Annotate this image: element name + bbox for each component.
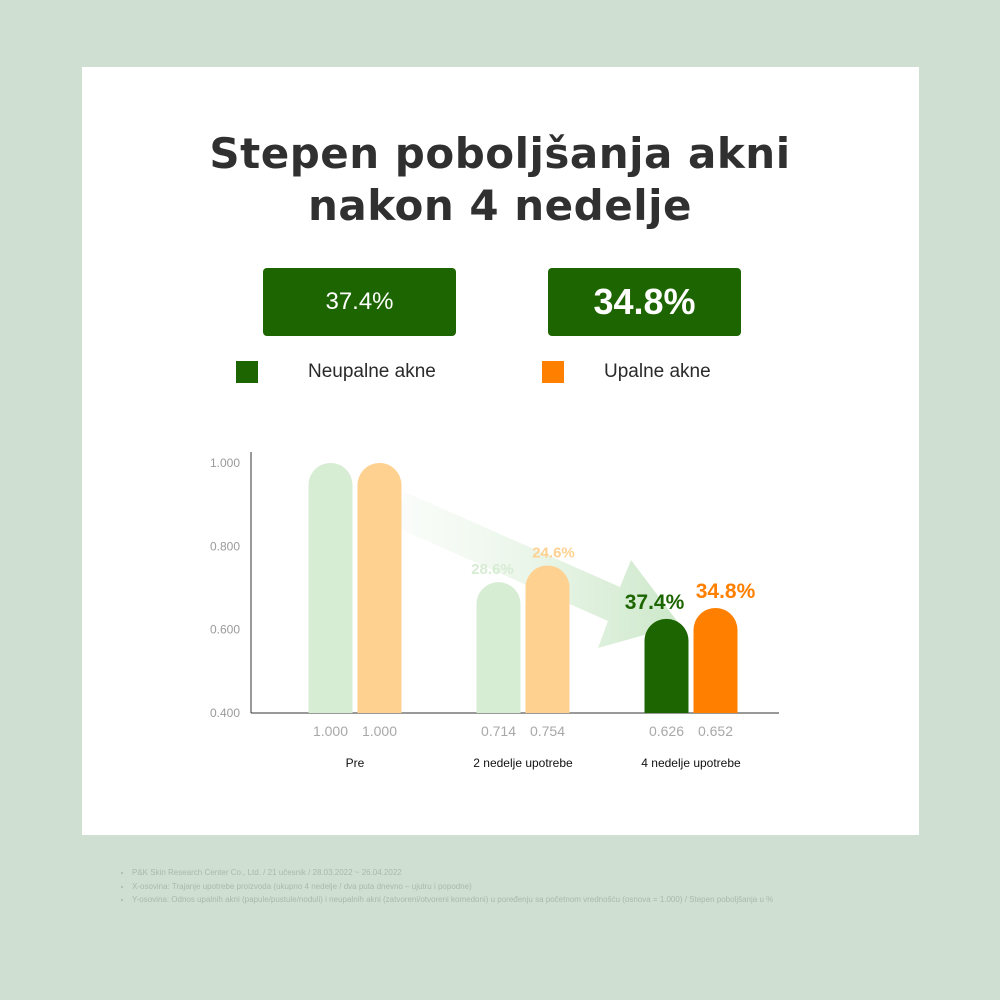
bar-non-inflamed-2 <box>645 619 689 713</box>
bar-value-label: 0.652 <box>697 723 734 739</box>
bar-value-label: 1.000 <box>361 723 398 739</box>
bar-percent-label: 34.8% <box>695 580 756 603</box>
category-label: 2 nedelje upotrebe <box>473 756 573 770</box>
bar-non-inflamed-1 <box>477 582 521 713</box>
category-label: 4 nedelje upotrebe <box>641 756 741 770</box>
stat-non-inflamed-value: 37.4% <box>325 288 394 315</box>
title-line-2: nakon 4 nedelje <box>308 181 692 230</box>
bar-inflamed-2 <box>694 608 738 713</box>
legend-label-inflamed: Upalne akne <box>604 361 711 382</box>
title-line-1: Stepen poboljšanja akni <box>209 129 791 178</box>
category-label: Pre <box>345 756 365 770</box>
bar-value-label: 0.754 <box>529 723 566 739</box>
bar-value-label: 0.626 <box>648 723 685 739</box>
footnote-source: • P&K Skin Research Center Co., Ltd. / 21 učesnik / 28.03.2022 ~ 26.04.2022 <box>132 866 932 880</box>
bar-value-label: 0.714 <box>480 723 517 739</box>
bar-inflamed-1 <box>526 566 570 714</box>
footnotes <box>120 866 932 907</box>
bar-percent-label: 28.6% <box>471 561 514 579</box>
y-tick-label: 1.000 <box>209 456 240 470</box>
bar-non-inflamed-0 <box>309 463 353 713</box>
legend-label-non-inflamed: Neupalne akne <box>308 361 436 382</box>
bar-percent-label: 24.6% <box>532 544 575 562</box>
y-tick-label: 0.600 <box>209 622 240 637</box>
footnote-y-axis: • Y-osovina: Odnos upalnih akni (papule/pustule/noduli) i neupalnih akni (zatvoreni/otvoreni komedoni) u poređenju sa početnom vrednošću (osnova = 1.000) / Stepen poboljšanja u % <box>132 893 932 907</box>
y-tick-label: 0.800 <box>209 539 240 554</box>
stat-inflamed-value: 34.8% <box>593 281 696 322</box>
bar-percent-label: 37.4% <box>624 590 685 614</box>
footnote-x-axis: • X-osovina: Trajanje upotrebe proizvoda (ukupno 4 nedelje / dva puta dnevno – ujutru i popodne) <box>132 880 932 894</box>
bar-value-label: 1.000 <box>312 723 349 739</box>
bar-inflamed-0 <box>358 463 402 713</box>
y-tick-label: 0.400 <box>209 706 240 720</box>
